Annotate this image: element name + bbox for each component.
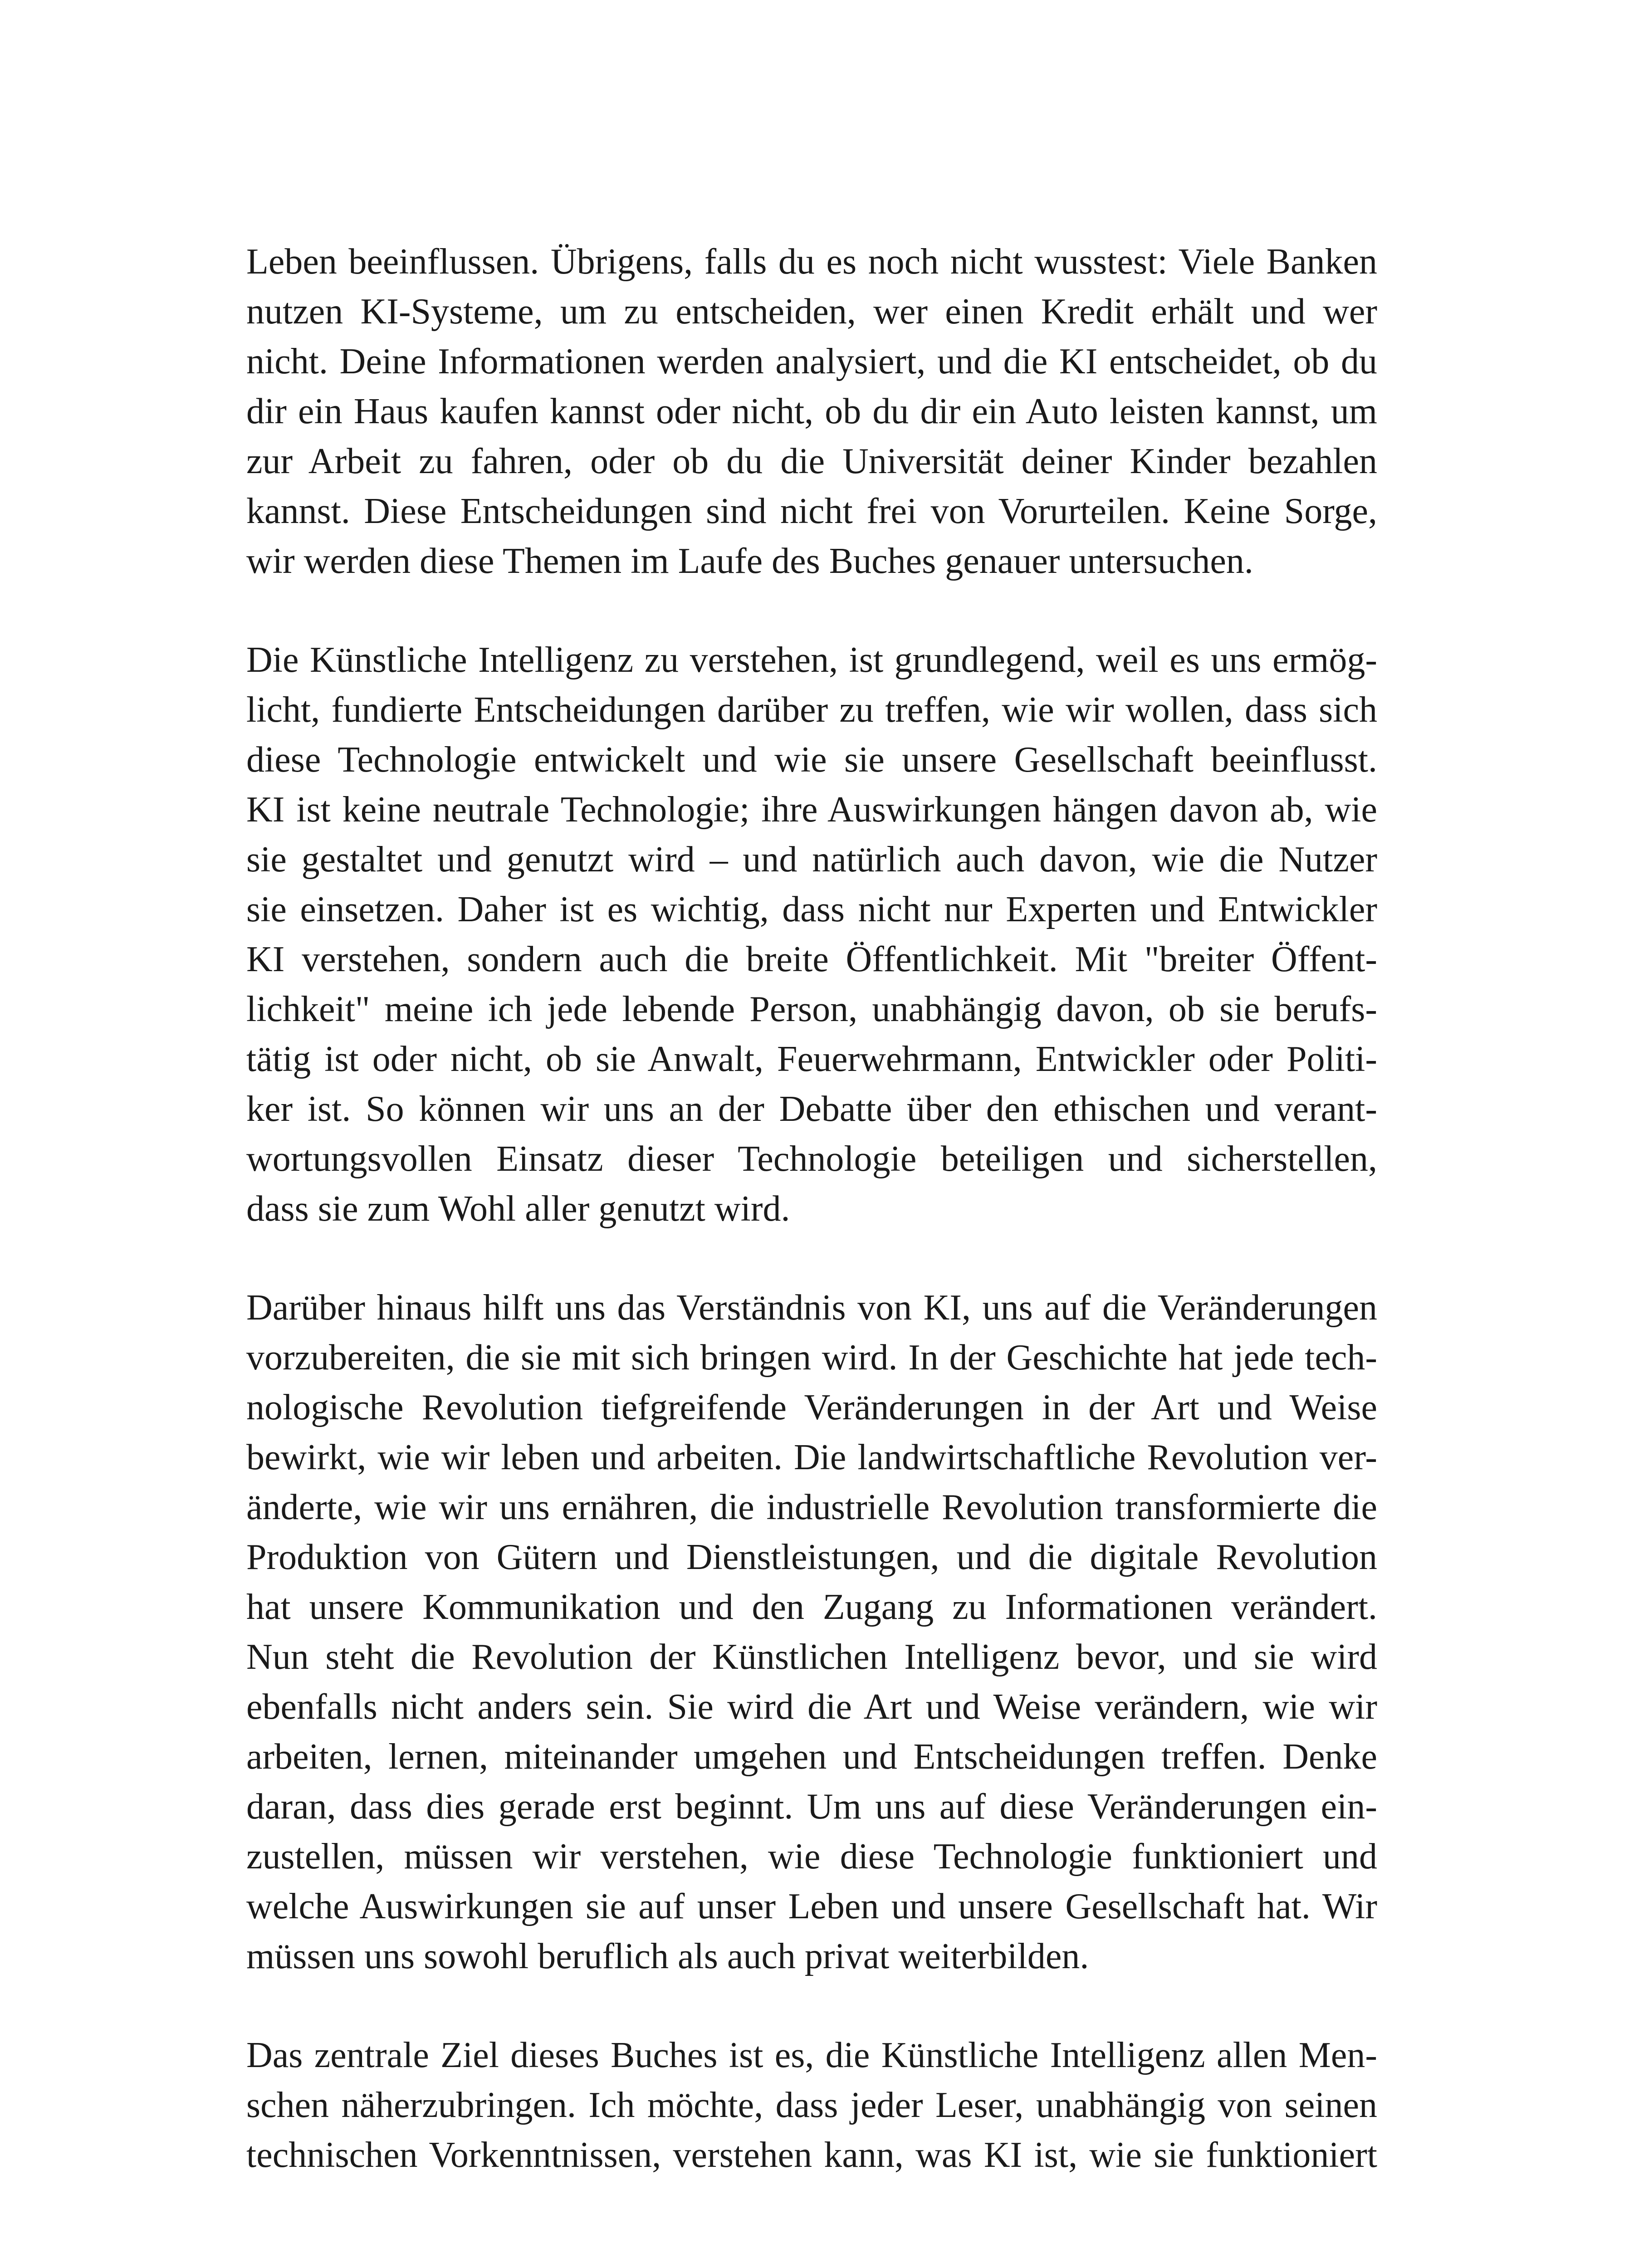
- text-line: müssen uns sowohl beruflich als auch privat weiterbilden.: [246, 1936, 1089, 1976]
- text-line: tätig ist oder nicht, ob sie Anwalt, Feuerwehrmann, Entwickler oder Politi-: [246, 1039, 1377, 1079]
- text-line: technischen Vorkenntnissen, verstehen kann, was KI ist, wie sie funktioniert: [246, 2135, 1377, 2175]
- paragraph: [246, 635, 1377, 1234]
- text-line: Die Künstliche Intelligenz zu verstehen, ist grundlegend, weil es uns ermög-: [246, 640, 1377, 680]
- paragraph: [246, 237, 1377, 586]
- text-line: KI ist keine neutrale Technologie; ihre Auswirkungen hängen davon ab, wie: [246, 790, 1377, 830]
- text-line: Das zentrale Ziel dieses Buches ist es, die Künstliche Intelligenz allen Men-: [246, 2035, 1377, 2075]
- text-line: nicht. Deine Informationen werden analysiert, und die KI entscheidet, ob du: [246, 342, 1377, 381]
- text-line: zur Arbeit zu fahren, oder ob du die Universität deiner Kinder bezahlen: [246, 441, 1377, 481]
- text-line: zustellen, müssen wir verstehen, wie diese Technologie funktioniert und: [246, 1837, 1377, 1877]
- text-line: ebenfalls nicht anders sein. Sie wird die Art und Weise verändern, wie wir: [246, 1687, 1377, 1727]
- text-line: diese Technologie entwickelt und wie sie unsere Gesellschaft beeinflusst.: [246, 740, 1377, 780]
- text-line: welche Auswirkungen sie auf unser Leben und unsere Gesellschaft hat. Wir: [246, 1887, 1377, 1926]
- text-line: Leben beeinflussen. Übrigens, falls du es noch nicht wusstest: Viele Banken: [246, 242, 1377, 282]
- text-line: dir ein Haus kaufen kannst oder nicht, ob du dir ein Auto leisten kannst, um: [246, 391, 1377, 431]
- text-line: schen näherzubringen. Ich möchte, dass jeder Leser, unabhängig von seinen: [246, 2085, 1377, 2125]
- text-line: Darüber hinaus hilft uns das Verständnis von KI, uns auf die Veränderungen: [246, 1288, 1377, 1328]
- text-line: Nun steht die Revolution der Künstlichen Intelligenz bevor, und sie wird: [246, 1637, 1377, 1677]
- text-line: ker ist. So können wir uns an der Debatte über den ethischen und verant-: [246, 1089, 1377, 1129]
- text-line: vorzubereiten, die sie mit sich bringen wird. In der Geschichte hat jede tech-: [246, 1338, 1377, 1378]
- text-line: sie gestaltet und genutzt wird – und natürlich auch davon, wie die Nutzer: [246, 840, 1377, 880]
- text-line: dass sie zum Wohl aller genutzt wird.: [246, 1189, 790, 1229]
- text-line: arbeiten, lernen, miteinander umgehen und Entscheidungen treffen. Denke: [246, 1737, 1377, 1777]
- text-line: änderte, wie wir uns ernähren, die industrielle Revolution transformierte die: [246, 1487, 1377, 1527]
- text-line: bewirkt, wie wir leben und arbeiten. Die landwirtschaftliche Revolution ver-: [246, 1437, 1377, 1477]
- text-line: sie einsetzen. Daher ist es wichtig, dass nicht nur Experten und Entwickler: [246, 890, 1377, 929]
- text-line: licht, fundierte Entscheidungen darüber zu treffen, wie wir wollen, dass sich: [246, 690, 1377, 730]
- text-line: wir werden diese Themen im Laufe des Buches genauer untersuchen.: [246, 541, 1253, 581]
- text-line: kannst. Diese Entscheidungen sind nicht frei von Vorurteilen. Keine Sorge,: [246, 491, 1377, 531]
- text-line: wortungsvollen Einsatz dieser Technologie beteiligen und sicherstellen,: [246, 1139, 1377, 1179]
- text-line: KI verstehen, sondern auch die breite Öffentlichkeit. Mit "breiter Öffent-: [246, 939, 1377, 979]
- text-line: Produktion von Gütern und Dienstleistungen, und die digitale Revolution: [246, 1537, 1377, 1577]
- text-line: lichkeit" meine ich jede lebende Person, unabhängig davon, ob sie berufs-: [246, 989, 1377, 1029]
- text-line: nutzen KI-Systeme, um zu entscheiden, wer einen Kredit erhält und wer: [246, 292, 1377, 332]
- text-line: hat unsere Kommunikation und den Zugang zu Informationen verändert.: [246, 1587, 1377, 1627]
- body-text: [246, 237, 1377, 2229]
- paragraph: [246, 1283, 1377, 1981]
- paragraph: [246, 2030, 1377, 2180]
- text-line: nologische Revolution tiefgreifende Veränderungen in der Art und Weise: [246, 1388, 1377, 1427]
- text-line: daran, dass dies gerade erst beginnt. Um uns auf diese Veränderungen ein-: [246, 1787, 1377, 1827]
